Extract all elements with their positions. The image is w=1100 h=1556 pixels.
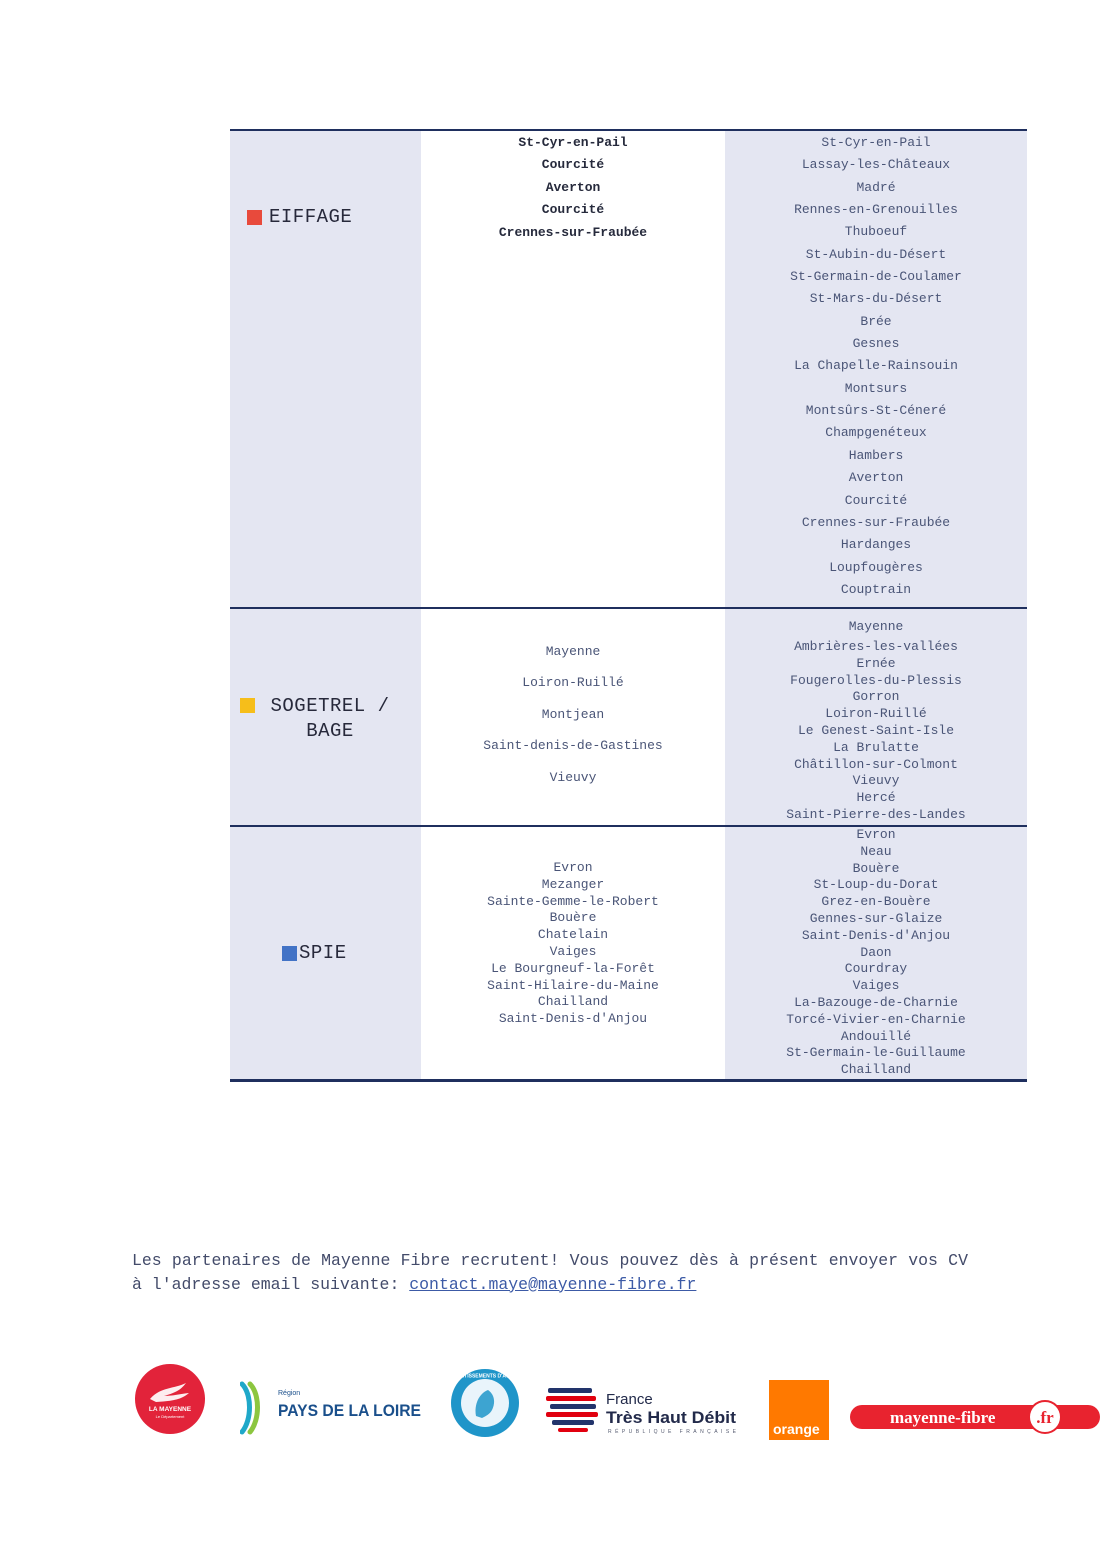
list-item: Vieuvy	[852, 773, 900, 789]
list-item: Courcité	[844, 492, 908, 508]
list-item: Brée	[860, 313, 892, 329]
thd-republique: RÉPUBLIQUE FRANÇAISE	[608, 1429, 736, 1435]
company-label	[240, 694, 400, 744]
thd-france: France	[606, 1391, 653, 1408]
list-item: Vieuvy	[549, 769, 597, 785]
list-item: Courcité	[541, 202, 605, 218]
list-item: Rennes-en-Grenouilles	[794, 202, 958, 218]
list-item: Loupfougères	[829, 559, 923, 575]
orange-text: orange	[773, 1421, 820, 1437]
recruitment-text: Les partenaires de Mayenne Fibre recrutent! Vous pouvez dès à présent envoyer vos CV à l'adresse email suivante:	[132, 1250, 968, 1294]
list-item: Courcité	[541, 157, 605, 173]
table-row	[230, 608, 1027, 826]
nodes-cell	[421, 608, 725, 826]
list-item: Mezanger	[541, 876, 605, 892]
list-item: Chatelain	[537, 927, 609, 943]
list-item: Montsurs	[844, 380, 908, 396]
communes-list	[725, 609, 1027, 824]
communes-cell	[725, 826, 1027, 1080]
mf-text: mayenne-fibre	[890, 1408, 996, 1427]
list-item: Saint-Pierre-des-Landes	[786, 806, 966, 822]
partners-table	[230, 129, 1027, 1082]
list-item: Averton	[848, 470, 904, 486]
company-cell	[230, 130, 421, 608]
list-item: Chailland	[840, 1062, 912, 1078]
blue-square-icon	[282, 946, 297, 961]
list-item: La-Bazouge-de-Charnie	[794, 994, 958, 1010]
list-item: St-Cyr-en-Pail	[518, 135, 628, 150]
list-item: Grez-en-Bouère	[821, 894, 931, 910]
nodes-cell	[421, 826, 725, 1080]
list-item: Daon	[860, 944, 892, 960]
list-item: Crennes-sur-Fraubée	[801, 514, 951, 530]
list-item: Lassay-les-Châteaux	[801, 157, 951, 173]
list-item: La Chapelle-Rainsouin	[794, 358, 958, 374]
communes-list	[725, 827, 1027, 1079]
nodes-list	[421, 131, 725, 244]
list-item: Montsûrs-St-Céneré	[805, 403, 947, 419]
list-item: Montjean	[541, 706, 605, 722]
company-label	[282, 942, 347, 964]
list-item: Saint-Hilaire-du-Maine	[487, 977, 659, 993]
pays-de-la-loire-logo	[240, 1380, 425, 1438]
list-item: St-Cyr-en-Pail	[821, 135, 931, 150]
list-item: St-Germain-de-Coulamer	[790, 269, 962, 285]
list-item: Gesnes	[852, 336, 900, 352]
list-item: Torcé-Vivier-en-Charnie	[786, 1011, 966, 1027]
investissements-avenir-logo	[450, 1368, 520, 1438]
nodes-list	[421, 827, 725, 1028]
list-item: St-Mars-du-Désert	[809, 291, 943, 307]
list-item: St-Loup-du-Dorat	[813, 877, 939, 893]
list-item: Gorron	[852, 689, 900, 705]
list-item: Saint-Denis-d'Anjou	[801, 927, 951, 943]
communes-list	[725, 131, 1027, 601]
list-item: Ambrières-les-vallées	[794, 639, 958, 654]
table-row	[230, 826, 1027, 1080]
france-thd-logo	[546, 1382, 741, 1437]
list-item: Mayenne	[545, 644, 601, 659]
list-item: Bouère	[852, 860, 900, 876]
yellow-square-icon	[240, 698, 255, 713]
avenir-text: INVESTISSEMENTS D'AVENIR	[450, 1373, 520, 1380]
contact-email-link[interactable]: contact.maye@mayenne-fibre.fr	[409, 1274, 697, 1294]
company-name: EIFFAGE	[269, 206, 353, 228]
list-item: Hardanges	[840, 537, 912, 553]
pdl-region: Région	[278, 1390, 301, 1397]
list-item: Evron	[856, 827, 896, 842]
list-item: Loiron-Ruillé	[825, 706, 927, 722]
list-item: Vaiges	[549, 943, 597, 959]
list-item: Andouillé	[840, 1028, 912, 1044]
list-item: Averton	[545, 179, 601, 195]
list-item: Loiron-Ruillé	[522, 675, 624, 691]
list-item: Mayenne	[848, 619, 904, 634]
list-item: Bouère	[549, 910, 597, 926]
company-name: SOGETREL / BAGE	[270, 695, 390, 742]
list-item: Saint-Denis-d'Anjou	[498, 1011, 648, 1027]
red-square-icon	[247, 210, 262, 225]
company-cell	[230, 608, 421, 826]
company-cell	[230, 826, 421, 1080]
recruitment-paragraph	[132, 1249, 968, 1297]
list-item: Sainte-Gemme-le-Robert	[487, 893, 659, 909]
list-item: Gennes-sur-Glaize	[809, 910, 943, 926]
communes-cell	[725, 608, 1027, 826]
list-item: Saint-denis-de-Gastines	[483, 738, 663, 754]
list-item: La Brulatte	[833, 739, 919, 755]
list-item: Châtillon-sur-Colmont	[794, 756, 958, 772]
table-row	[230, 130, 1027, 608]
list-item: Vaiges	[852, 978, 900, 994]
list-item: St-Germain-le-Guillaume	[786, 1045, 966, 1061]
la-mayenne-subtitle: Le Département	[155, 1414, 185, 1419]
mayenne-fibre-logo	[850, 1400, 1100, 1436]
orange-logo	[769, 1380, 829, 1440]
list-item: Couptrain	[840, 581, 912, 597]
list-item: Fougerolles-du-Plessis	[790, 672, 962, 688]
list-item: Hercé	[856, 790, 896, 806]
la-mayenne-title: LA MAYENNE	[148, 1406, 192, 1413]
la-mayenne-logo	[134, 1363, 206, 1435]
list-item: Ernée	[856, 655, 896, 671]
thd-title: Très Haut Débit	[606, 1408, 737, 1427]
list-item: St-Aubin-du-Désert	[805, 246, 947, 262]
list-item: Hambers	[848, 447, 904, 463]
list-item: Neau	[860, 843, 892, 859]
list-item: Champgenéteux	[825, 425, 927, 441]
company-name: SPIE	[299, 942, 347, 964]
list-item: Evron	[553, 860, 593, 875]
list-item: Courdray	[844, 961, 908, 977]
list-item: Crennes-sur-Fraubée	[498, 224, 648, 240]
company-label	[247, 206, 352, 228]
list-item: Chailland	[537, 994, 609, 1010]
mf-tld: .fr	[1036, 1408, 1054, 1427]
list-item: Le Genest-Saint-Isle	[797, 722, 955, 738]
list-item: Le Bourgneuf-la-Forêt	[491, 960, 655, 976]
nodes-list	[421, 609, 725, 793]
communes-cell	[725, 130, 1027, 608]
nodes-cell	[421, 130, 725, 608]
list-item: Madré	[856, 179, 896, 195]
list-item: Thuboeuf	[844, 224, 908, 240]
pdl-name: PAYS DE LA LOIRE	[278, 1401, 421, 1420]
